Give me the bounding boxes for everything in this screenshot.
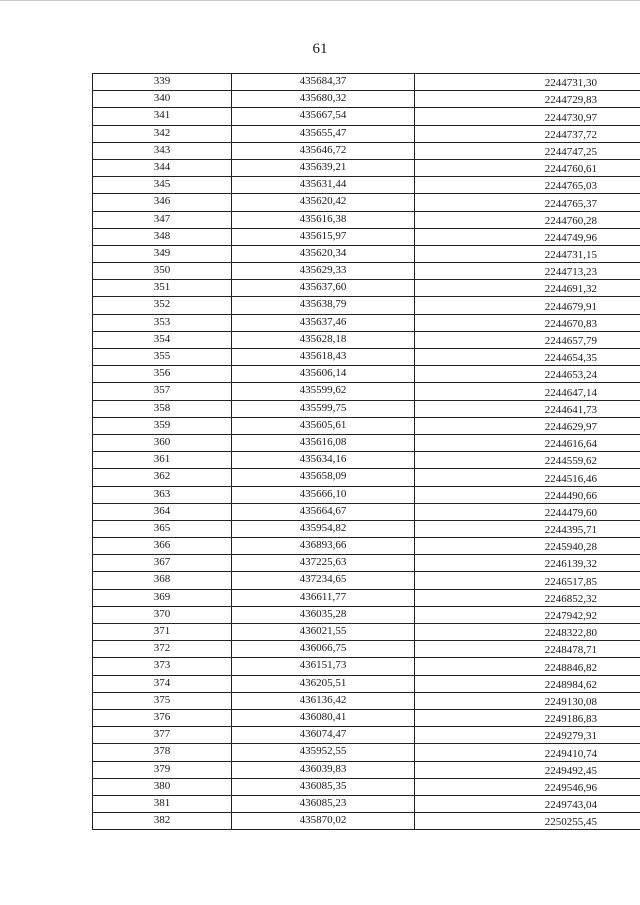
table-row bbox=[93, 194, 640, 211]
point-number-cell: 381 bbox=[93, 795, 232, 812]
table-row bbox=[93, 486, 640, 503]
table-row bbox=[93, 727, 640, 744]
x-coordinate-cell: 435620,42 bbox=[232, 194, 415, 211]
y-coordinate-cell: 2244679,91 bbox=[415, 297, 640, 314]
x-coordinate-cell: 436066,75 bbox=[232, 641, 415, 658]
x-coordinate-cell: 437225,63 bbox=[232, 555, 415, 572]
y-coordinate-cell: 2244395,71 bbox=[415, 520, 640, 537]
y-coordinate-cell: 2244765,03 bbox=[415, 177, 640, 194]
table-row bbox=[93, 624, 640, 641]
scan-edge-mark bbox=[0, 0, 640, 1]
x-coordinate-cell: 436893,66 bbox=[232, 538, 415, 555]
table-row bbox=[93, 675, 640, 692]
y-coordinate-cell: 2244760,28 bbox=[415, 211, 640, 228]
point-number-cell: 343 bbox=[93, 142, 232, 159]
table-row bbox=[93, 383, 640, 400]
table-row bbox=[93, 211, 640, 228]
y-coordinate-cell: 2248478,71 bbox=[415, 641, 640, 658]
page-number: 61 bbox=[312, 41, 328, 57]
x-coordinate-cell: 435618,43 bbox=[232, 349, 415, 366]
x-coordinate-cell: 435639,21 bbox=[232, 159, 415, 176]
y-coordinate-cell: 2248846,82 bbox=[415, 658, 640, 675]
table-row bbox=[93, 761, 640, 778]
x-coordinate-cell: 435616,08 bbox=[232, 434, 415, 451]
x-coordinate-cell: 436021,55 bbox=[232, 624, 415, 641]
table-row bbox=[93, 366, 640, 383]
point-number-cell: 344 bbox=[93, 159, 232, 176]
point-number-cell: 377 bbox=[93, 727, 232, 744]
table-row bbox=[93, 813, 640, 830]
point-number-cell: 378 bbox=[93, 744, 232, 761]
point-number-cell: 364 bbox=[93, 503, 232, 520]
table-row bbox=[93, 555, 640, 572]
point-number-cell: 359 bbox=[93, 417, 232, 434]
point-number-cell: 358 bbox=[93, 400, 232, 417]
table-row bbox=[93, 349, 640, 366]
table-row bbox=[93, 538, 640, 555]
table-row bbox=[93, 778, 640, 795]
point-number-cell: 380 bbox=[93, 778, 232, 795]
table-row bbox=[93, 159, 640, 176]
x-coordinate-cell: 435616,38 bbox=[232, 211, 415, 228]
point-number-cell: 370 bbox=[93, 606, 232, 623]
point-number-cell: 340 bbox=[93, 91, 232, 108]
point-number-cell: 362 bbox=[93, 469, 232, 486]
x-coordinate-cell: 435637,46 bbox=[232, 314, 415, 331]
y-coordinate-cell: 2250255,45 bbox=[415, 813, 640, 830]
point-number-cell: 341 bbox=[93, 108, 232, 125]
y-coordinate-cell: 2246852,32 bbox=[415, 589, 640, 606]
x-coordinate-cell: 435646,72 bbox=[232, 142, 415, 159]
table-row bbox=[93, 658, 640, 675]
x-coordinate-cell: 435637,60 bbox=[232, 280, 415, 297]
x-coordinate-cell: 435680,32 bbox=[232, 91, 415, 108]
x-coordinate-cell: 436035,28 bbox=[232, 606, 415, 623]
point-number-cell: 369 bbox=[93, 589, 232, 606]
point-number-cell: 374 bbox=[93, 675, 232, 692]
x-coordinate-cell: 435952,55 bbox=[232, 744, 415, 761]
x-coordinate-cell: 435599,75 bbox=[232, 400, 415, 417]
y-coordinate-cell: 2244670,83 bbox=[415, 314, 640, 331]
point-number-cell: 347 bbox=[93, 211, 232, 228]
table-row bbox=[93, 520, 640, 537]
coordinates-table bbox=[92, 73, 640, 830]
x-coordinate-cell: 435620,34 bbox=[232, 245, 415, 262]
y-coordinate-cell: 2244516,46 bbox=[415, 469, 640, 486]
y-coordinate-cell: 2244647,14 bbox=[415, 383, 640, 400]
table-row bbox=[93, 572, 640, 589]
y-coordinate-cell: 2244713,23 bbox=[415, 263, 640, 280]
point-number-cell: 363 bbox=[93, 486, 232, 503]
y-coordinate-cell: 2244691,32 bbox=[415, 280, 640, 297]
x-coordinate-cell: 436151,73 bbox=[232, 658, 415, 675]
x-coordinate-cell: 435667,54 bbox=[232, 108, 415, 125]
y-coordinate-cell: 2244737,72 bbox=[415, 125, 640, 142]
table-row bbox=[93, 125, 640, 142]
table-row bbox=[93, 142, 640, 159]
table-row bbox=[93, 280, 640, 297]
x-coordinate-cell: 436085,23 bbox=[232, 795, 415, 812]
x-coordinate-cell: 435954,82 bbox=[232, 520, 415, 537]
y-coordinate-cell: 2244641,73 bbox=[415, 400, 640, 417]
y-coordinate-cell: 2246139,32 bbox=[415, 555, 640, 572]
x-coordinate-cell: 437234,65 bbox=[232, 572, 415, 589]
table-row bbox=[93, 469, 640, 486]
x-coordinate-cell: 435599,62 bbox=[232, 383, 415, 400]
table-row bbox=[93, 417, 640, 434]
table-row bbox=[93, 744, 640, 761]
table-row bbox=[93, 641, 640, 658]
y-coordinate-cell: 2249743,04 bbox=[415, 795, 640, 812]
x-coordinate-cell: 435655,47 bbox=[232, 125, 415, 142]
point-number-cell: 375 bbox=[93, 692, 232, 709]
point-number-cell: 361 bbox=[93, 452, 232, 469]
y-coordinate-cell: 2244616,64 bbox=[415, 434, 640, 451]
table-row bbox=[93, 434, 640, 451]
y-coordinate-cell: 2244629,97 bbox=[415, 417, 640, 434]
y-coordinate-cell: 2247942,92 bbox=[415, 606, 640, 623]
point-number-cell: 357 bbox=[93, 383, 232, 400]
point-number-cell: 351 bbox=[93, 280, 232, 297]
y-coordinate-cell: 2245940,28 bbox=[415, 538, 640, 555]
point-number-cell: 354 bbox=[93, 331, 232, 348]
table-row bbox=[93, 452, 640, 469]
x-coordinate-cell: 435629,33 bbox=[232, 263, 415, 280]
point-number-cell: 360 bbox=[93, 434, 232, 451]
y-coordinate-cell: 2249186,83 bbox=[415, 709, 640, 726]
point-number-cell: 371 bbox=[93, 624, 232, 641]
point-number-cell: 366 bbox=[93, 538, 232, 555]
point-number-cell: 356 bbox=[93, 366, 232, 383]
x-coordinate-cell: 435666,10 bbox=[232, 486, 415, 503]
y-coordinate-cell: 2244731,15 bbox=[415, 245, 640, 262]
point-number-cell: 339 bbox=[93, 74, 232, 91]
y-coordinate-cell: 2244749,96 bbox=[415, 228, 640, 245]
x-coordinate-cell: 435658,09 bbox=[232, 469, 415, 486]
x-coordinate-cell: 436074,47 bbox=[232, 727, 415, 744]
point-number-cell: 379 bbox=[93, 761, 232, 778]
x-coordinate-cell: 436205,51 bbox=[232, 675, 415, 692]
y-coordinate-cell: 2248322,80 bbox=[415, 624, 640, 641]
coordinates-table-body bbox=[93, 74, 640, 830]
point-number-cell: 355 bbox=[93, 349, 232, 366]
y-coordinate-cell: 2244653,24 bbox=[415, 366, 640, 383]
x-coordinate-cell: 436611,77 bbox=[232, 589, 415, 606]
y-coordinate-cell: 2244729,83 bbox=[415, 91, 640, 108]
y-coordinate-cell: 2244490,66 bbox=[415, 486, 640, 503]
y-coordinate-cell: 2244747,25 bbox=[415, 142, 640, 159]
table-row bbox=[93, 177, 640, 194]
table-row bbox=[93, 589, 640, 606]
y-coordinate-cell: 2248984,62 bbox=[415, 675, 640, 692]
y-coordinate-cell: 2244731,30 bbox=[415, 74, 640, 91]
y-coordinate-cell: 2249410,74 bbox=[415, 744, 640, 761]
y-coordinate-cell: 2244559,62 bbox=[415, 452, 640, 469]
y-coordinate-cell: 2249546,96 bbox=[415, 778, 640, 795]
table-row bbox=[93, 297, 640, 314]
point-number-cell: 372 bbox=[93, 641, 232, 658]
table-row bbox=[93, 74, 640, 91]
point-number-cell: 349 bbox=[93, 245, 232, 262]
point-number-cell: 352 bbox=[93, 297, 232, 314]
table-row bbox=[93, 228, 640, 245]
table-row bbox=[93, 795, 640, 812]
x-coordinate-cell: 435638,79 bbox=[232, 297, 415, 314]
y-coordinate-cell: 2244765,37 bbox=[415, 194, 640, 211]
y-coordinate-cell: 2244760,61 bbox=[415, 159, 640, 176]
x-coordinate-cell: 435605,61 bbox=[232, 417, 415, 434]
x-coordinate-cell: 436136,42 bbox=[232, 692, 415, 709]
table-row bbox=[93, 245, 640, 262]
table-row bbox=[93, 108, 640, 125]
table-row bbox=[93, 331, 640, 348]
x-coordinate-cell: 435631,44 bbox=[232, 177, 415, 194]
table-row bbox=[93, 314, 640, 331]
table-row bbox=[93, 709, 640, 726]
y-coordinate-cell: 2249130,08 bbox=[415, 692, 640, 709]
x-coordinate-cell: 435634,16 bbox=[232, 452, 415, 469]
x-coordinate-cell: 436039,83 bbox=[232, 761, 415, 778]
table-row bbox=[93, 91, 640, 108]
x-coordinate-cell: 435684,37 bbox=[232, 74, 415, 91]
y-coordinate-cell: 2244654,35 bbox=[415, 349, 640, 366]
table-row bbox=[93, 263, 640, 280]
x-coordinate-cell: 435628,18 bbox=[232, 331, 415, 348]
x-coordinate-cell: 435664,67 bbox=[232, 503, 415, 520]
point-number-cell: 365 bbox=[93, 520, 232, 537]
x-coordinate-cell: 436080,41 bbox=[232, 709, 415, 726]
y-coordinate-cell: 2244479,60 bbox=[415, 503, 640, 520]
point-number-cell: 376 bbox=[93, 709, 232, 726]
table-row bbox=[93, 503, 640, 520]
point-number-cell: 382 bbox=[93, 813, 232, 830]
y-coordinate-cell: 2244657,79 bbox=[415, 331, 640, 348]
x-coordinate-cell: 435615,97 bbox=[232, 228, 415, 245]
y-coordinate-cell: 2249279,31 bbox=[415, 727, 640, 744]
table-row bbox=[93, 606, 640, 623]
point-number-cell: 367 bbox=[93, 555, 232, 572]
x-coordinate-cell: 435606,14 bbox=[232, 366, 415, 383]
point-number-cell: 345 bbox=[93, 177, 232, 194]
table-row bbox=[93, 692, 640, 709]
y-coordinate-cell: 2246517,85 bbox=[415, 572, 640, 589]
y-coordinate-cell: 2244730,97 bbox=[415, 108, 640, 125]
x-coordinate-cell: 436085,35 bbox=[232, 778, 415, 795]
point-number-cell: 350 bbox=[93, 263, 232, 280]
x-coordinate-cell: 435870,02 bbox=[232, 813, 415, 830]
point-number-cell: 342 bbox=[93, 125, 232, 142]
y-coordinate-cell: 2249492,45 bbox=[415, 761, 640, 778]
point-number-cell: 353 bbox=[93, 314, 232, 331]
point-number-cell: 348 bbox=[93, 228, 232, 245]
point-number-cell: 346 bbox=[93, 194, 232, 211]
table-row bbox=[93, 400, 640, 417]
point-number-cell: 373 bbox=[93, 658, 232, 675]
point-number-cell: 368 bbox=[93, 572, 232, 589]
